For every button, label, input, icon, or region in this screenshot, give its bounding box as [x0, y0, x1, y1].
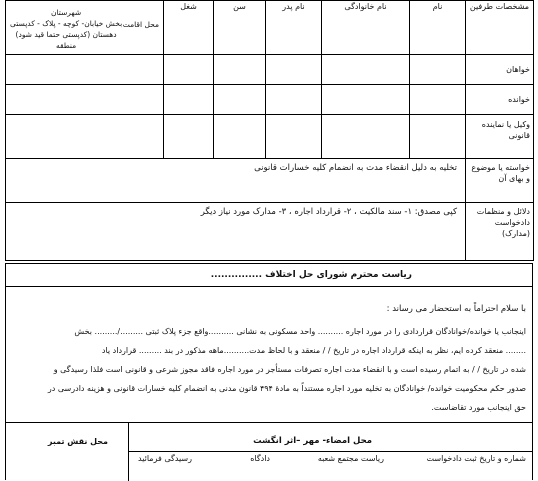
lawyer-name-cell[interactable]: [410, 115, 466, 159]
defendant-family-cell[interactable]: [322, 85, 410, 115]
header-parties-label: مشخصات طرفین: [466, 1, 534, 55]
header-address-line4: منطقه: [55, 41, 77, 50]
row-defendant-label: خوانده: [466, 85, 534, 115]
plaintiff-age-cell[interactable]: [214, 55, 266, 85]
plaintiff-job-cell[interactable]: [164, 55, 214, 85]
lawyer-age-cell[interactable]: [214, 115, 266, 159]
plaintiff-address-cell[interactable]: [6, 55, 164, 85]
claim-label: خواسته یا موضوع و بهای آن: [466, 159, 534, 203]
petition-text[interactable]: [10, 322, 526, 417]
evidence-text[interactable]: کپی مصدق: ۱- سند مالکیت ، ۲- قرارداد اجاره ، ۳- مدارک مورد نیاز دیگر: [6, 203, 466, 261]
petition-line-1: اینجانب یا خوانده/خوانادگان قراردادی را در مورد اجاره .......... واحد مسکونی به نشانی ..........واقع جزء پلاک ثبتی ........./......... بخش: [74, 327, 526, 336]
stamp-box[interactable]: [6, 423, 129, 481]
parties-table: [5, 0, 534, 261]
lawyer-address-cell[interactable]: [6, 115, 164, 159]
header-address: [6, 1, 164, 55]
header-address-label: محل اقامت: [122, 20, 159, 29]
header-address-line2: بخش خیابان- کوچه - پلاک - کدپستی: [10, 19, 123, 28]
header-family-name: نام خانوادگی: [322, 1, 410, 55]
defendant-job-cell[interactable]: [164, 85, 214, 115]
petition-line-4: صدور حکم محکومیت خوانده/ خوانادگان به تخلیه مورد اجاره مستنداً به مادهٔ ۴۹۴ قانون مدنی به انضمام کلیه خسارات قانونی و هزینه دادرسی در: [47, 384, 526, 393]
petition-title: ریاست محترم شورای حل اختلاف ...............: [210, 270, 412, 280]
petition-line-2: ........ منعقد کرده ایم، نظر به اینکه قرارداد اجاره در تاریخ / / منعقد و با لحاظ مدت..........ماهه مذکور در بند ......... قرارداد یاد: [101, 346, 526, 355]
row-lawyer-label: وکیل یا نماینده قانونی: [466, 115, 534, 159]
lawyer-job-cell[interactable]: [164, 115, 214, 159]
row-plaintiff-label: خواهان: [466, 55, 534, 85]
petition-line-5: حق اینجانب مورد تقاضاست.: [431, 403, 526, 412]
header-job: شغل: [164, 1, 214, 55]
court-label: دادگاه: [250, 454, 270, 463]
branch-label: ریاست مجتمع شعبه: [317, 454, 384, 463]
petition-body: [5, 263, 533, 423]
header-address-line1: شهرستان: [50, 8, 82, 17]
lawyer-father-cell[interactable]: [266, 115, 322, 159]
registry-label: شماره و تاریخ ثبت دادخواست: [426, 454, 526, 463]
defendant-name-cell[interactable]: [410, 85, 466, 115]
petition-line-3: شده در تاریخ / / به اتمام رسیده است و با انقضاء مدت اجاره تصرفات مستأجر در مورد اجاره فاقد مجوز شرعی و قانونی است فلذا رسیدگی و: [53, 365, 526, 374]
lawyer-family-cell[interactable]: [322, 115, 410, 159]
header-address-line3: دهستان (کدپستی حتما قید شود): [15, 30, 117, 39]
evidence-label: دلائل و منظمات دادخواست (مدارک): [466, 203, 534, 261]
defendant-age-cell[interactable]: [214, 85, 266, 115]
claim-text[interactable]: تخلیه به دلیل انقضاء مدت به انضمام کلیه خسارات قانونی: [6, 159, 466, 203]
header-father-name: نام پدر: [266, 1, 322, 55]
header-name: نام: [410, 1, 466, 55]
plaintiff-name-cell[interactable]: [410, 55, 466, 85]
defendant-address-cell[interactable]: [6, 85, 164, 115]
defendant-father-cell[interactable]: [266, 85, 322, 115]
plaintiff-father-cell[interactable]: [266, 55, 322, 85]
header-age: سن: [214, 1, 266, 55]
refer-label: رسیدگی فرمائید: [138, 454, 192, 463]
petition-salutation: با سلام احتراماً به استحضار می رساند :: [386, 304, 526, 314]
plaintiff-family-cell[interactable]: [322, 55, 410, 85]
signature-label: محل امضاء- مهر –اثر انگشت: [253, 436, 372, 446]
stamp-label: محل نقش تمبر: [47, 437, 108, 446]
footer-area: [5, 422, 533, 480]
